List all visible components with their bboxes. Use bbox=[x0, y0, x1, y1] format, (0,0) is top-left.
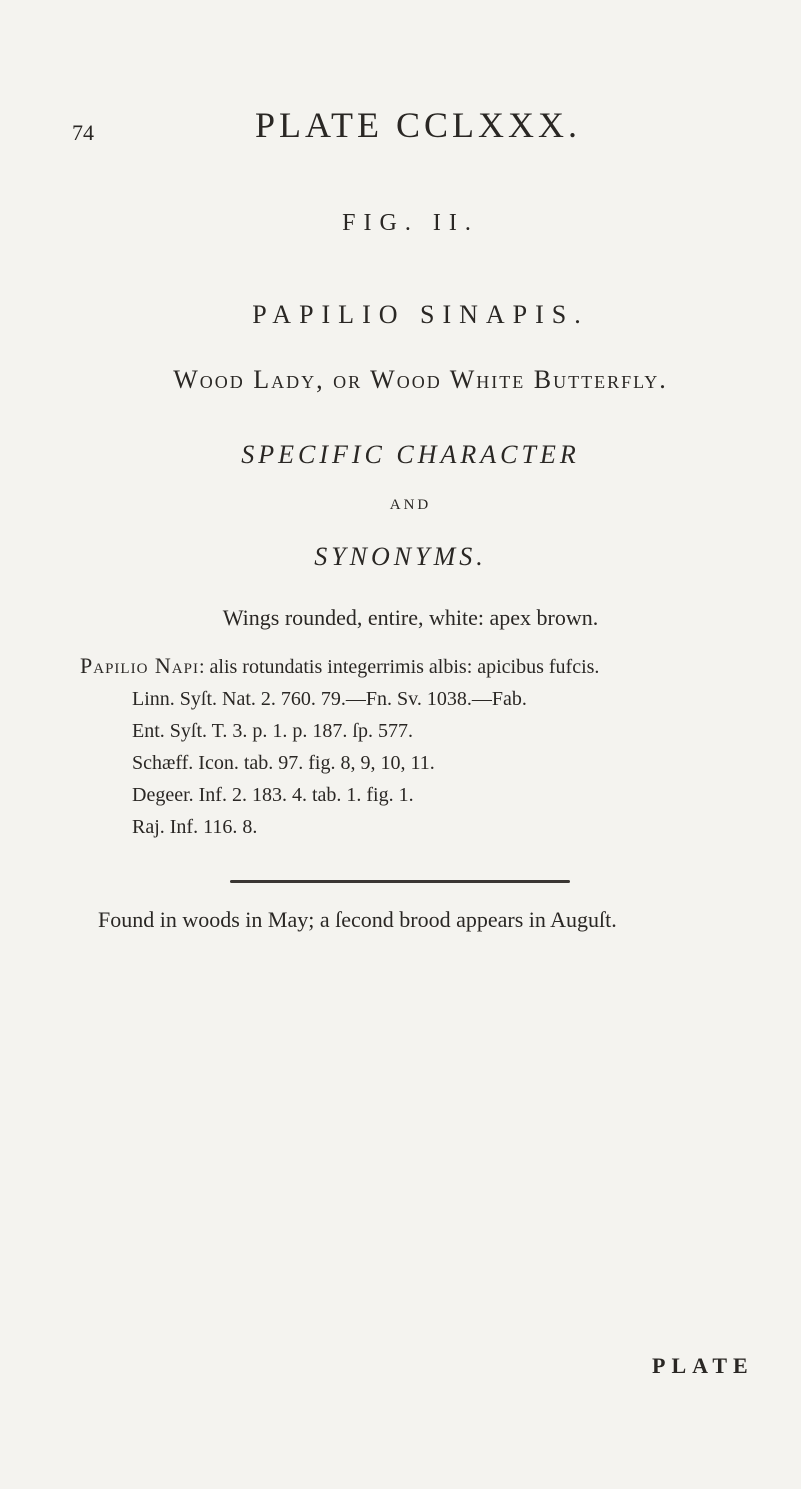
habitat-note: Found in woods in May; a ſecond brood appears in Auguſt. bbox=[98, 907, 617, 932]
page-number: 74 bbox=[72, 120, 94, 145]
synonym-lead-line bbox=[80, 650, 780, 683]
synonym-reference: Linn. Syſt. Nat. 2. 760. 79.—Fn. Sv. 1038.—Fab. bbox=[132, 688, 527, 710]
specific-character-heading: SPECIFIC CHARACTER bbox=[241, 440, 580, 469]
and-connector: AND bbox=[389, 497, 432, 513]
synonyms-block bbox=[80, 650, 780, 843]
synonym-reference: Schæff. Icon. tab. 97. fig. 8, 9, 10, 11. bbox=[132, 752, 435, 774]
catchword: PLATE bbox=[652, 1353, 754, 1378]
figure-label: FIG. II. bbox=[342, 210, 479, 236]
synonym-lead-text: : alis rotundatis integerrimis albis: apicibus fufcis. bbox=[198, 656, 600, 678]
common-name: Wood Lady, or Wood White Butterfly. bbox=[173, 365, 668, 394]
synonym-reference: Degeer. Inf. 2. 183. 4. tab. 1. fig. 1. bbox=[132, 784, 414, 806]
synonym-reference: Raj. Inf. 116. 8. bbox=[132, 816, 258, 838]
synonym-reference: Ent. Syſt. T. 3. p. 1. p. 187. ſp. 577. bbox=[132, 720, 413, 742]
species-description: Wings rounded, entire, white: apex brown. bbox=[222, 605, 599, 630]
running-head: PLATE CCLXXX. bbox=[255, 105, 582, 145]
synonyms-heading: SYNONYMS. bbox=[314, 542, 487, 571]
synonym-lead-name: Papilio Napi bbox=[80, 653, 199, 678]
species-name: PAPILIO SINAPIS. bbox=[252, 300, 589, 329]
section-divider bbox=[230, 880, 570, 883]
